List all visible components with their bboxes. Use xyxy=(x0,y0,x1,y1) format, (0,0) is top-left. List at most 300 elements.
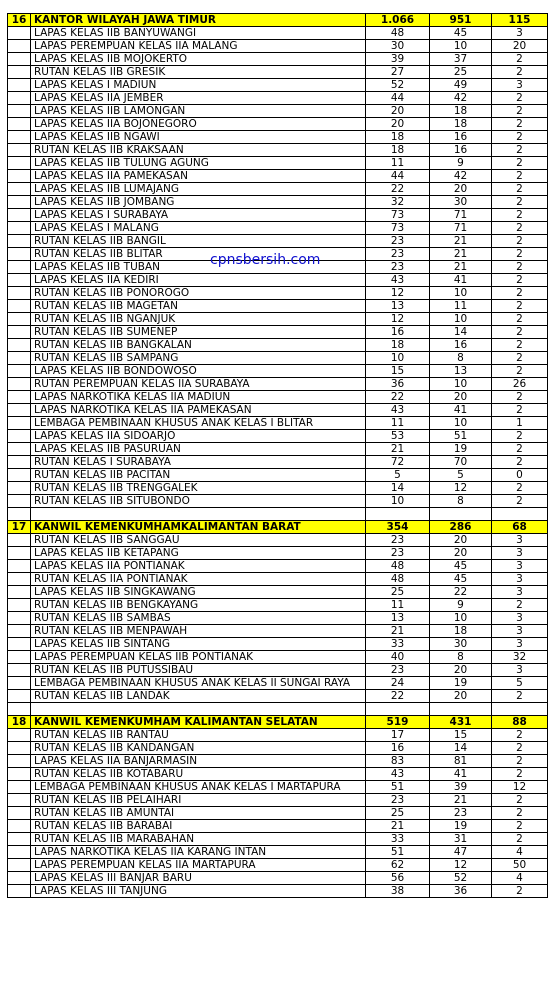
value-2: 8 xyxy=(430,495,492,508)
row-number-cell xyxy=(8,287,31,300)
unit-name: RUTAN KELAS IIB BANGIL xyxy=(31,235,366,248)
value-1: 25 xyxy=(366,807,430,820)
unit-name: LAPAS KELAS IIA BOJONEGORO xyxy=(31,118,366,131)
value-1: 22 xyxy=(366,391,430,404)
value-3: 2 xyxy=(492,222,548,235)
row-number-cell xyxy=(8,326,31,339)
value-3: 2 xyxy=(492,807,548,820)
value-2: 16 xyxy=(430,131,492,144)
unit-name: LAPAS NARKOTIKA KELAS IIA KARANG INTAN xyxy=(31,846,366,859)
region-total-1: 519 xyxy=(366,716,430,729)
value-3: 2 xyxy=(492,729,548,742)
value-3: 2 xyxy=(492,300,548,313)
unit-name: RUTAN KELAS IIB SANGGAU xyxy=(31,534,366,547)
row-number-cell xyxy=(8,261,31,274)
value-2: 21 xyxy=(430,235,492,248)
table-row xyxy=(8,313,548,326)
value-2: 12 xyxy=(430,482,492,495)
region-header-row xyxy=(8,14,548,27)
unit-name: LAPAS KELAS IIB SINTANG xyxy=(31,638,366,651)
table-row xyxy=(8,391,548,404)
value-3: 2 xyxy=(492,495,548,508)
row-number-cell xyxy=(8,456,31,469)
table-row xyxy=(8,92,548,105)
table-row xyxy=(8,326,548,339)
value-2: 19 xyxy=(430,677,492,690)
table-row xyxy=(8,157,548,170)
value-1: 10 xyxy=(366,352,430,365)
row-number-cell xyxy=(8,417,31,430)
unit-name: LAPAS KELAS IIB LAMONGAN xyxy=(31,105,366,118)
unit-name: LAPAS KELAS IIB PASURUAN xyxy=(31,443,366,456)
value-1: 11 xyxy=(366,417,430,430)
table-row xyxy=(8,40,548,53)
row-number-cell xyxy=(8,482,31,495)
unit-name: RUTAN KELAS IIB MAGETAN xyxy=(31,300,366,313)
value-2: 41 xyxy=(430,404,492,417)
unit-name: RUTAN PEREMPUAN KELAS IIA SURABAYA xyxy=(31,378,366,391)
value-1: 23 xyxy=(366,248,430,261)
row-number-cell xyxy=(8,885,31,898)
value-2: 14 xyxy=(430,326,492,339)
unit-name: RUTAN KELAS IIB SAMPANG xyxy=(31,352,366,365)
value-1: 12 xyxy=(366,287,430,300)
unit-name: RUTAN KELAS IIB SITUBONDO xyxy=(31,495,366,508)
value-3: 3 xyxy=(492,547,548,560)
value-3: 3 xyxy=(492,625,548,638)
table-row xyxy=(8,872,548,885)
row-number-cell xyxy=(8,846,31,859)
unit-name: LAPAS KELAS IIA JEMBER xyxy=(31,92,366,105)
value-1: 15 xyxy=(366,365,430,378)
row-number-cell xyxy=(8,157,31,170)
row-number-cell xyxy=(8,755,31,768)
table-row xyxy=(8,664,548,677)
unit-name: LAPAS KELAS IIB TULUNG AGUNG xyxy=(31,157,366,170)
value-1: 23 xyxy=(366,794,430,807)
value-2: 41 xyxy=(430,274,492,287)
row-number-cell xyxy=(8,196,31,209)
value-1: 51 xyxy=(366,846,430,859)
row-number-cell xyxy=(8,235,31,248)
region-header-row xyxy=(8,716,548,729)
region-total-2: 286 xyxy=(430,521,492,534)
value-1: 24 xyxy=(366,677,430,690)
value-2: 37 xyxy=(430,53,492,66)
value-2: 21 xyxy=(430,248,492,261)
value-3: 2 xyxy=(492,339,548,352)
row-number-cell xyxy=(8,391,31,404)
table-row xyxy=(8,859,548,872)
value-3: 2 xyxy=(492,183,548,196)
unit-name: LAPAS KELAS IIA PAMEKASAN xyxy=(31,170,366,183)
value-2: 71 xyxy=(430,209,492,222)
value-3: 2 xyxy=(492,768,548,781)
value-1: 27 xyxy=(366,66,430,79)
spacer-cell xyxy=(8,508,31,521)
value-1: 43 xyxy=(366,768,430,781)
value-1: 20 xyxy=(366,118,430,131)
row-number-cell xyxy=(8,27,31,40)
spacer-cell xyxy=(430,703,492,716)
value-1: 39 xyxy=(366,53,430,66)
value-2: 81 xyxy=(430,755,492,768)
region-total-3: 68 xyxy=(492,521,548,534)
value-3: 2 xyxy=(492,833,548,846)
row-number-cell xyxy=(8,92,31,105)
value-3: 2 xyxy=(492,755,548,768)
value-3: 2 xyxy=(492,287,548,300)
unit-name: LAPAS KELAS I SURABAYA xyxy=(31,209,366,222)
value-2: 10 xyxy=(430,287,492,300)
value-2: 10 xyxy=(430,378,492,391)
value-1: 16 xyxy=(366,742,430,755)
row-number-cell xyxy=(8,183,31,196)
value-3: 3 xyxy=(492,586,548,599)
value-1: 23 xyxy=(366,261,430,274)
table-row xyxy=(8,430,548,443)
value-3: 2 xyxy=(492,157,548,170)
value-3: 3 xyxy=(492,27,548,40)
value-2: 42 xyxy=(430,170,492,183)
value-2: 52 xyxy=(430,872,492,885)
value-3: 2 xyxy=(492,820,548,833)
value-2: 21 xyxy=(430,794,492,807)
row-number-cell xyxy=(8,651,31,664)
value-1: 23 xyxy=(366,664,430,677)
value-1: 72 xyxy=(366,456,430,469)
unit-name: RUTAN KELAS IIB MARABAHAN xyxy=(31,833,366,846)
unit-name: LAPAS KELAS IIB LUMAJANG xyxy=(31,183,366,196)
value-2: 70 xyxy=(430,456,492,469)
value-2: 5 xyxy=(430,469,492,482)
value-2: 13 xyxy=(430,365,492,378)
value-1: 18 xyxy=(366,131,430,144)
value-2: 21 xyxy=(430,261,492,274)
value-3: 2 xyxy=(492,209,548,222)
spacer-cell xyxy=(430,508,492,521)
unit-name: LAPAS KELAS IIA PONTIANAK xyxy=(31,560,366,573)
value-2: 19 xyxy=(430,820,492,833)
spacer-cell xyxy=(366,703,430,716)
row-number-cell xyxy=(8,664,31,677)
unit-name: LAPAS NARKOTIKA KELAS IIA MADIUN xyxy=(31,391,366,404)
value-1: 18 xyxy=(366,339,430,352)
value-1: 25 xyxy=(366,586,430,599)
table-row xyxy=(8,833,548,846)
value-2: 9 xyxy=(430,599,492,612)
table-row xyxy=(8,690,548,703)
row-number-cell xyxy=(8,378,31,391)
value-1: 30 xyxy=(366,40,430,53)
unit-name: RUTAN KELAS IIB TRENGGALEK xyxy=(31,482,366,495)
row-number-cell xyxy=(8,833,31,846)
value-3: 3 xyxy=(492,79,548,92)
value-2: 31 xyxy=(430,833,492,846)
value-2: 9 xyxy=(430,157,492,170)
value-1: 33 xyxy=(366,638,430,651)
value-3: 2 xyxy=(492,261,548,274)
value-3: 2 xyxy=(492,690,548,703)
unit-name: LAPAS KELAS IIB BONDOWOSO xyxy=(31,365,366,378)
table-row xyxy=(8,404,548,417)
table-row xyxy=(8,794,548,807)
table-row xyxy=(8,781,548,794)
table-row xyxy=(8,365,548,378)
table-row xyxy=(8,300,548,313)
value-1: 22 xyxy=(366,183,430,196)
unit-name: RUTAN KELAS IIB PACITAN xyxy=(31,469,366,482)
spacer-cell xyxy=(31,703,366,716)
unit-name: LEMBAGA PEMBINAAN KHUSUS ANAK KELAS I MARTAPURA xyxy=(31,781,366,794)
value-3: 1 xyxy=(492,417,548,430)
value-2: 10 xyxy=(430,417,492,430)
value-3: 3 xyxy=(492,638,548,651)
value-2: 18 xyxy=(430,118,492,131)
value-2: 20 xyxy=(430,534,492,547)
value-3: 3 xyxy=(492,612,548,625)
row-number-cell xyxy=(8,534,31,547)
value-3: 2 xyxy=(492,794,548,807)
table-row xyxy=(8,27,548,40)
table-row xyxy=(8,352,548,365)
unit-name: LAPAS KELAS IIA SIDOARJO xyxy=(31,430,366,443)
table-row xyxy=(8,105,548,118)
unit-name: LEMBAGA PEMBINAAN KHUSUS ANAK KELAS II SUNGAI RAYA xyxy=(31,677,366,690)
region-total-1: 354 xyxy=(366,521,430,534)
value-2: 10 xyxy=(430,40,492,53)
unit-name: RUTAN KELAS IIB MENPAWAH xyxy=(31,625,366,638)
value-2: 20 xyxy=(430,547,492,560)
value-1: 51 xyxy=(366,781,430,794)
unit-name: LEMBAGA PEMBINAAN KHUSUS ANAK KELAS I BLITAR xyxy=(31,417,366,430)
row-number-cell xyxy=(8,807,31,820)
value-3: 2 xyxy=(492,118,548,131)
value-2: 42 xyxy=(430,92,492,105)
table-row xyxy=(8,170,548,183)
unit-name: RUTAN KELAS IIB RANTAU xyxy=(31,729,366,742)
row-number-cell xyxy=(8,365,31,378)
value-1: 23 xyxy=(366,547,430,560)
value-3: 2 xyxy=(492,430,548,443)
unit-name: RUTAN KELAS IIB GRESIK xyxy=(31,66,366,79)
unit-name: LAPAS KELAS IIB MOJOKERTO xyxy=(31,53,366,66)
unit-name: LAPAS PEREMPUAN KELAS IIA MALANG xyxy=(31,40,366,53)
table-row xyxy=(8,742,548,755)
unit-name: LAPAS KELAS IIB SINGKAWANG xyxy=(31,586,366,599)
value-1: 38 xyxy=(366,885,430,898)
row-number-cell xyxy=(8,859,31,872)
row-number-cell xyxy=(8,144,31,157)
row-number-cell xyxy=(8,339,31,352)
table-row xyxy=(8,729,548,742)
value-1: 56 xyxy=(366,872,430,885)
value-3: 3 xyxy=(492,573,548,586)
table-row xyxy=(8,183,548,196)
unit-name: LAPAS KELAS IIB TUBAN xyxy=(31,261,366,274)
spacer-cell xyxy=(366,508,430,521)
value-1: 18 xyxy=(366,144,430,157)
unit-name: RUTAN KELAS IIB SAMBAS xyxy=(31,612,366,625)
unit-name: RUTAN KELAS IIB PUTUSSIBAU xyxy=(31,664,366,677)
value-2: 12 xyxy=(430,859,492,872)
table-row xyxy=(8,339,548,352)
value-2: 19 xyxy=(430,443,492,456)
table-row xyxy=(8,807,548,820)
table-row xyxy=(8,66,548,79)
unit-name: LAPAS KELAS IIB JOMBANG xyxy=(31,196,366,209)
value-2: 20 xyxy=(430,664,492,677)
value-3: 2 xyxy=(492,313,548,326)
unit-name: LAPAS PEREMPUAN KELAS IIB PONTIANAK xyxy=(31,651,366,664)
table-row xyxy=(8,417,548,430)
spacer-row xyxy=(8,508,548,521)
value-3: 26 xyxy=(492,378,548,391)
unit-name: LAPAS KELAS IIB KETAPANG xyxy=(31,547,366,560)
row-number-cell xyxy=(8,430,31,443)
value-3: 20 xyxy=(492,40,548,53)
value-1: 48 xyxy=(366,27,430,40)
value-1: 10 xyxy=(366,495,430,508)
region-number: 18 xyxy=(8,716,31,729)
value-1: 44 xyxy=(366,170,430,183)
value-3: 2 xyxy=(492,599,548,612)
unit-name: LAPAS KELAS I MADIUN xyxy=(31,79,366,92)
value-3: 2 xyxy=(492,352,548,365)
table-row xyxy=(8,482,548,495)
table-row xyxy=(8,846,548,859)
row-number-cell xyxy=(8,53,31,66)
row-number-cell xyxy=(8,742,31,755)
value-2: 15 xyxy=(430,729,492,742)
value-2: 10 xyxy=(430,612,492,625)
value-2: 45 xyxy=(430,560,492,573)
value-1: 23 xyxy=(366,235,430,248)
value-3: 0 xyxy=(492,469,548,482)
value-2: 8 xyxy=(430,651,492,664)
table-row xyxy=(8,625,548,638)
row-number-cell xyxy=(8,274,31,287)
unit-name: LAPAS KELAS IIB BANYUWANGI xyxy=(31,27,366,40)
table-row xyxy=(8,209,548,222)
row-number-cell xyxy=(8,677,31,690)
value-3: 2 xyxy=(492,365,548,378)
value-2: 14 xyxy=(430,742,492,755)
unit-name: RUTAN KELAS IIA PONTIANAK xyxy=(31,573,366,586)
row-number-cell xyxy=(8,872,31,885)
value-1: 36 xyxy=(366,378,430,391)
row-number-cell xyxy=(8,300,31,313)
unit-name: RUTAN KELAS IIB PELAIHARI xyxy=(31,794,366,807)
unit-name: LAPAS NARKOTIKA KELAS IIA PAMEKASAN xyxy=(31,404,366,417)
value-3: 3 xyxy=(492,664,548,677)
value-2: 51 xyxy=(430,430,492,443)
unit-name: RUTAN KELAS IIB AMUNTAI xyxy=(31,807,366,820)
value-1: 43 xyxy=(366,404,430,417)
value-1: 20 xyxy=(366,105,430,118)
value-3: 2 xyxy=(492,443,548,456)
unit-name: LAPAS KELAS I MALANG xyxy=(31,222,366,235)
table-row xyxy=(8,586,548,599)
region-total-2: 431 xyxy=(430,716,492,729)
table-row xyxy=(8,469,548,482)
value-2: 49 xyxy=(430,79,492,92)
table-row xyxy=(8,222,548,235)
table-row xyxy=(8,131,548,144)
value-3: 5 xyxy=(492,677,548,690)
row-number-cell xyxy=(8,729,31,742)
value-3: 2 xyxy=(492,66,548,79)
table-row xyxy=(8,612,548,625)
unit-name: RUTAN KELAS IIB SUMENEP xyxy=(31,326,366,339)
table-row xyxy=(8,755,548,768)
value-1: 33 xyxy=(366,833,430,846)
row-number-cell xyxy=(8,79,31,92)
row-number-cell xyxy=(8,586,31,599)
table-row xyxy=(8,144,548,157)
unit-name: RUTAN KELAS IIB BANGKALAN xyxy=(31,339,366,352)
value-2: 10 xyxy=(430,313,492,326)
row-number-cell xyxy=(8,222,31,235)
value-3: 2 xyxy=(492,456,548,469)
region-title: KANWIL KEMENKUMHAM KALIMANTAN SELATAN xyxy=(31,716,366,729)
value-1: 17 xyxy=(366,729,430,742)
table-row xyxy=(8,677,548,690)
unit-name: RUTAN KELAS IIB KOTABARU xyxy=(31,768,366,781)
value-1: 53 xyxy=(366,430,430,443)
value-3: 2 xyxy=(492,885,548,898)
value-3: 2 xyxy=(492,170,548,183)
row-number-cell xyxy=(8,170,31,183)
value-3: 2 xyxy=(492,742,548,755)
table-row xyxy=(8,820,548,833)
table-row xyxy=(8,560,548,573)
value-3: 32 xyxy=(492,651,548,664)
value-3: 3 xyxy=(492,560,548,573)
value-3: 2 xyxy=(492,326,548,339)
value-1: 73 xyxy=(366,209,430,222)
row-number-cell xyxy=(8,794,31,807)
table-row xyxy=(8,53,548,66)
value-1: 83 xyxy=(366,755,430,768)
row-number-cell xyxy=(8,612,31,625)
table-row xyxy=(8,768,548,781)
table-row xyxy=(8,651,548,664)
row-number-cell xyxy=(8,248,31,261)
region-total-3: 115 xyxy=(492,14,548,27)
value-3: 2 xyxy=(492,105,548,118)
value-1: 21 xyxy=(366,625,430,638)
row-number-cell xyxy=(8,690,31,703)
value-1: 16 xyxy=(366,326,430,339)
row-number-cell xyxy=(8,118,31,131)
value-3: 2 xyxy=(492,144,548,157)
value-3: 3 xyxy=(492,534,548,547)
table-row xyxy=(8,196,548,209)
value-2: 16 xyxy=(430,144,492,157)
table-row xyxy=(8,443,548,456)
value-1: 32 xyxy=(366,196,430,209)
value-1: 5 xyxy=(366,469,430,482)
row-number-cell xyxy=(8,404,31,417)
unit-name: RUTAN KELAS IIB NGANJUK xyxy=(31,313,366,326)
value-3: 2 xyxy=(492,482,548,495)
value-2: 23 xyxy=(430,807,492,820)
unit-name: RUTAN KELAS IIB BARABAI xyxy=(31,820,366,833)
value-1: 12 xyxy=(366,313,430,326)
spacer-row xyxy=(8,703,548,716)
unit-name: LAPAS PEREMPUAN KELAS IIA MARTAPURA xyxy=(31,859,366,872)
